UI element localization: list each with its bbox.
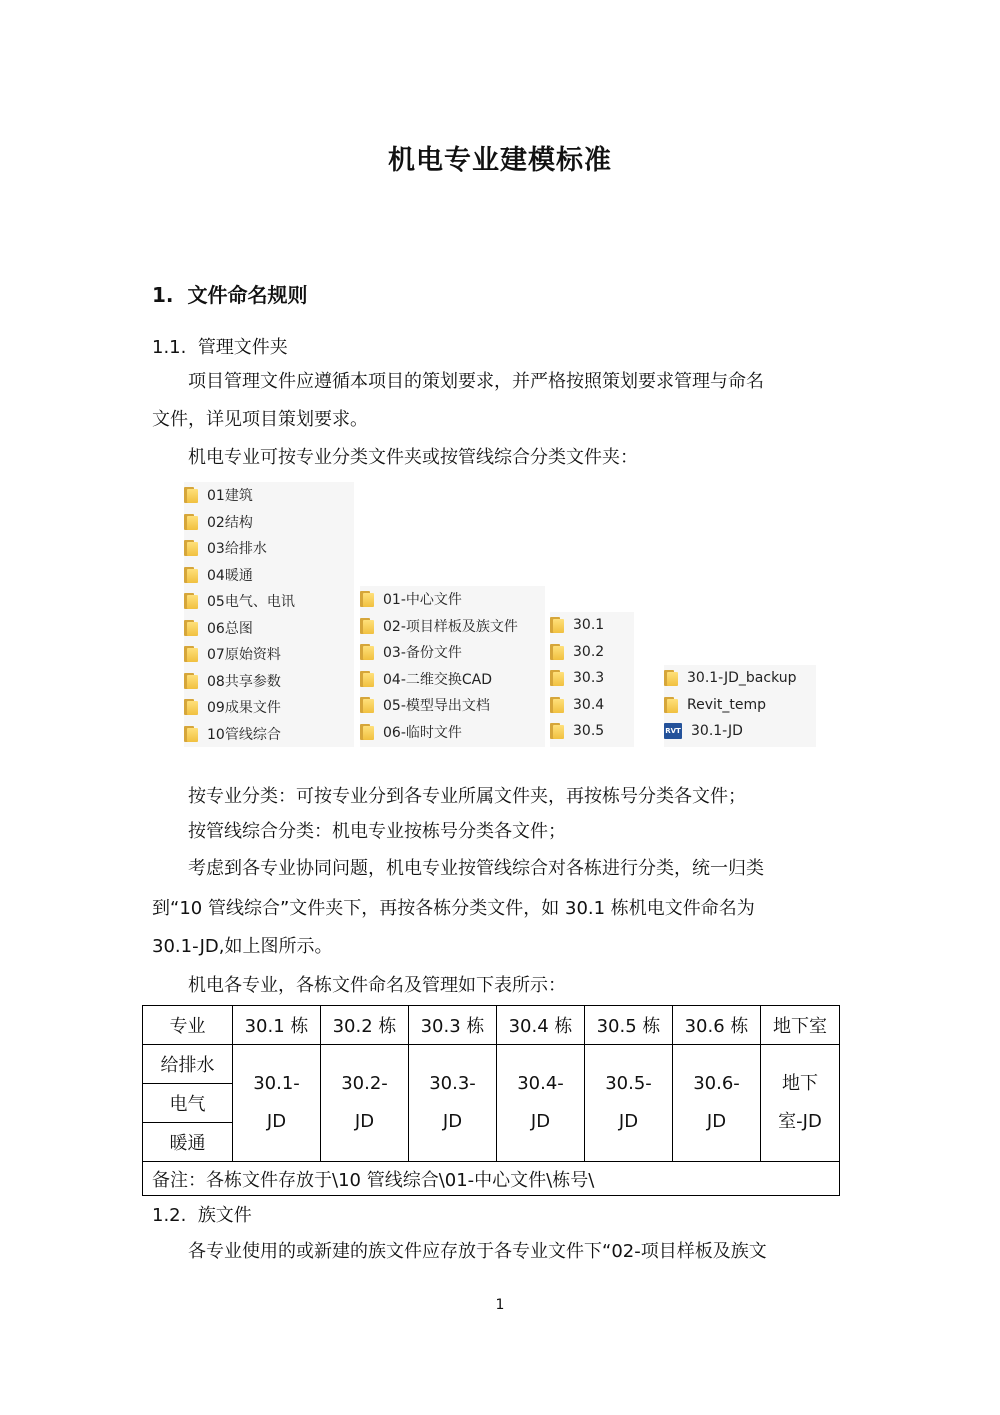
table-header-cell: 30.6 栋 (673, 1006, 761, 1045)
folder-label: 07原始资料 (207, 647, 281, 664)
section-title: 文件命名规则 (187, 283, 308, 307)
folder-label: 10管线综合 (207, 726, 281, 743)
folder-item[interactable] (360, 639, 545, 666)
folder-label: 03-备份文件 (383, 645, 462, 662)
subsection-number: 1.1. (152, 337, 187, 358)
cell-line: 30.4- (517, 1073, 564, 1094)
folder-icon (184, 514, 198, 530)
folder-icon (184, 620, 198, 636)
folder-item[interactable] (184, 721, 354, 748)
cell-line: JD (354, 1111, 375, 1132)
page-title: 机电专业建模标准 (388, 145, 612, 176)
folder-item[interactable] (184, 694, 354, 721)
table-header-row (143, 1006, 840, 1045)
folder-list-pipeline (360, 586, 545, 747)
folder-item[interactable] (184, 509, 354, 536)
folder-item[interactable] (184, 535, 354, 562)
folder-label: 30.3 (573, 670, 605, 687)
folder-icon (360, 724, 374, 740)
folder-item[interactable] (550, 692, 634, 719)
subsection-number: 1.2. (152, 1205, 187, 1226)
subsection-heading-1-1 (152, 333, 288, 359)
folder-item[interactable] (360, 719, 545, 746)
page-number: 1 (495, 1297, 505, 1313)
folder-item[interactable] (184, 615, 354, 642)
table-row (143, 1045, 840, 1084)
cell-line: 30.1- (253, 1073, 300, 1094)
folder-label: 04-二维交换CAD (383, 671, 492, 688)
cell-line: 30.2- (341, 1073, 388, 1094)
folder-item[interactable] (360, 586, 545, 613)
folder-item[interactable] (184, 482, 354, 509)
cell-line: 室-JD (778, 1111, 822, 1132)
revit-file-icon: RVT (664, 723, 682, 739)
cell-line: 地下 (782, 1073, 818, 1094)
folder-icon (184, 673, 198, 689)
folder-icon (550, 670, 564, 686)
folder-icon (184, 593, 198, 609)
folder-label: 06总图 (207, 620, 253, 637)
subsection-heading-1-2 (152, 1201, 252, 1227)
cell-line: 30.5- (605, 1073, 652, 1094)
folder-item[interactable] (184, 641, 354, 668)
folder-label: 30.2 (573, 643, 605, 660)
folder-label: 09成果文件 (207, 700, 281, 717)
file-name-cell (497, 1045, 585, 1162)
folder-icon (550, 617, 564, 633)
naming-table (142, 1005, 840, 1196)
folder-icon (550, 723, 564, 739)
paragraph-line: 文件，详见项目策划要求。 (152, 409, 368, 430)
file-name-cell (761, 1045, 840, 1162)
table-header-cell: 地下室 (761, 1006, 840, 1045)
cell-line: 30.3- (429, 1073, 476, 1094)
folder-icon (360, 644, 374, 660)
paragraph-line: 项目管理文件应遵循本项目的策划要求，并严格按照策划要求管理与命名 (188, 371, 764, 392)
folder-item[interactable] (550, 718, 634, 745)
discipline-cell: 给排水 (143, 1045, 233, 1084)
paragraph-line: 到“10 管线综合”文件夹下，再按各栋分类文件，如 30.1 栋机电文件命名为 (152, 898, 755, 919)
file-name-cell (233, 1045, 321, 1162)
folder-icon (184, 726, 198, 742)
paragraph-line: 机电专业可按专业分类文件夹或按管线综合分类文件夹： (188, 447, 638, 468)
folder-item[interactable] (360, 692, 545, 719)
folder-icon (184, 646, 198, 662)
folder-label: 02结构 (207, 514, 253, 531)
folder-list-building-files (664, 665, 816, 747)
folder-item[interactable] (664, 665, 816, 692)
table-header-cell: 30.1 栋 (233, 1006, 321, 1045)
paragraph-line: 机电各专业，各栋文件命名及管理如下表所示： (188, 975, 566, 996)
paragraph-line: 按管线综合分类：机电专业按栋号分类各文件； (188, 821, 566, 842)
table-header-cell: 30.5 栋 (585, 1006, 673, 1045)
table-header-cell: 30.3 栋 (409, 1006, 497, 1045)
folder-icon (184, 567, 198, 583)
folder-icon (360, 671, 374, 687)
folder-label: 01-中心文件 (383, 592, 462, 609)
file-name-cell (409, 1045, 497, 1162)
folder-icon (550, 644, 564, 660)
folder-label: 04暖通 (207, 567, 253, 584)
folder-item[interactable] (184, 562, 354, 589)
cell-line: JD (618, 1111, 639, 1132)
folder-label: 01建筑 (207, 488, 253, 505)
folder-icon (550, 697, 564, 713)
folder-item[interactable] (550, 665, 634, 692)
folder-label: Revit_temp (687, 696, 767, 713)
folder-icon (184, 540, 198, 556)
paragraph-line: 30.1-JD,如上图所示。 (152, 936, 333, 957)
paragraph-line: 各专业使用的或新建的族文件应存放于各专业文件下“02-项目样板及族文 (188, 1241, 767, 1262)
folder-icon (360, 591, 374, 607)
folder-item[interactable] (550, 639, 634, 666)
subsection-title: 管理文件夹 (197, 337, 288, 358)
folder-label: 30.5 (573, 723, 605, 740)
file-label: 30.1-JD (691, 723, 743, 740)
folder-item[interactable] (184, 668, 354, 695)
table-header-cell: 30.2 栋 (321, 1006, 409, 1045)
file-name-cell (585, 1045, 673, 1162)
section-number: 1. (152, 283, 174, 307)
discipline-cell: 暖通 (143, 1123, 233, 1162)
folder-icon (360, 697, 374, 713)
folder-item[interactable] (360, 666, 545, 693)
cell-line: JD (530, 1111, 551, 1132)
cell-line: JD (706, 1111, 727, 1132)
paragraph-line: 按专业分类：可按专业分到各专业所属文件夹，再按栋号分类各文件； (188, 786, 746, 807)
file-item[interactable] (664, 718, 816, 745)
folder-label: 08共享参数 (207, 673, 281, 690)
file-name-cell (673, 1045, 761, 1162)
folder-icon (184, 487, 198, 503)
cell-line: 30.6- (693, 1073, 740, 1094)
folder-icon (664, 670, 678, 686)
folder-icon (664, 697, 678, 713)
folder-icon (360, 618, 374, 634)
table-header-cell: 专业 (143, 1006, 233, 1045)
folder-label: 02-项目样板及族文件 (383, 618, 518, 635)
folder-label: 05-模型导出文档 (383, 698, 490, 715)
folder-icon (184, 699, 198, 715)
cell-line: JD (442, 1111, 463, 1132)
paragraph-line: 考虑到各专业协同问题，机电专业按管线综合对各栋进行分类，统一归类 (188, 858, 764, 879)
folder-list-disciplines (184, 482, 354, 747)
file-name-cell (321, 1045, 409, 1162)
folder-item[interactable] (550, 612, 634, 639)
discipline-cell: 电气 (143, 1084, 233, 1123)
folder-list-buildings (550, 612, 634, 747)
folder-label: 06-临时文件 (383, 724, 462, 741)
folder-label: 03给排水 (207, 541, 267, 558)
table-note-row (143, 1162, 840, 1196)
table-note: 备注：各栋文件存放于\10 管线综合\01-中心文件\栋号\ (143, 1162, 840, 1196)
section-heading-1 (152, 279, 307, 308)
cell-line: JD (266, 1111, 287, 1132)
folder-label: 30.1 (573, 617, 605, 634)
folder-label: 30.1-JD_backup (687, 670, 797, 687)
folder-item[interactable] (664, 692, 816, 719)
folder-label: 05电气、电讯 (207, 594, 295, 611)
subsection-title: 族文件 (197, 1205, 252, 1226)
table-header-cell: 30.4 栋 (497, 1006, 585, 1045)
folder-item[interactable] (360, 613, 545, 640)
folder-item[interactable] (184, 588, 354, 615)
folder-label: 30.4 (573, 696, 605, 713)
